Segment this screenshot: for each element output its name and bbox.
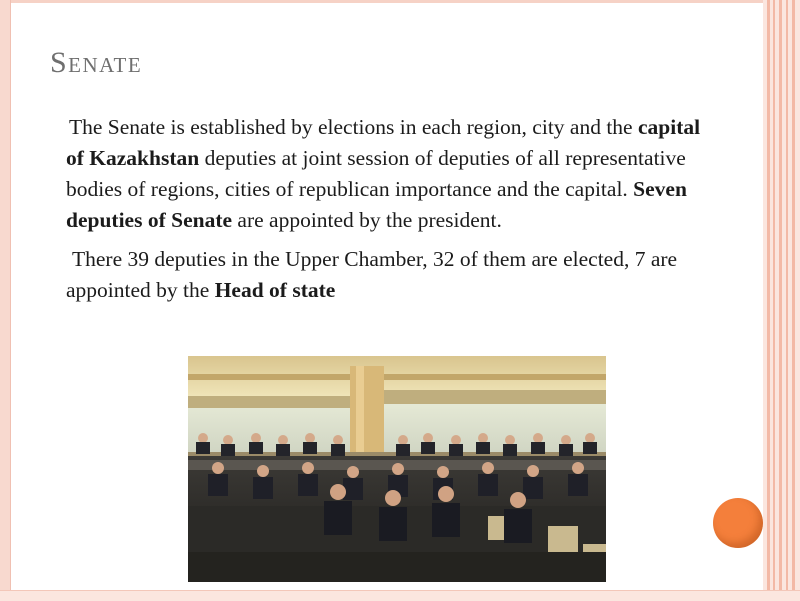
right-border xyxy=(763,0,800,600)
paragraph1-bold-seven-deputies: Seven deputies of Senate xyxy=(66,177,687,232)
left-border xyxy=(0,0,11,600)
paragraph2-bold-head-of-state: Head of state xyxy=(214,278,336,302)
paragraph2-part1: There 39 deputies in the Upper Chamber, 32 of them are elected, 7 are appointed by the xyxy=(66,247,678,302)
paragraph1-part1: The Senate is established by elections in each region, city and the xyxy=(69,115,638,139)
paragraph1-part2: deputies at joint session of deputies of all representative bodies of regions, cities of republican importance and the capital. xyxy=(66,146,686,201)
paragraph1-part3: are appointed by the president. xyxy=(232,208,502,232)
paragraph1-bold-capital: capital of Kazakhstan xyxy=(66,115,701,170)
bottom-border xyxy=(0,590,800,601)
decorative-orange-circle xyxy=(713,498,763,548)
top-border xyxy=(0,0,800,3)
slide-title: Senate xyxy=(50,46,143,79)
slide-body xyxy=(66,112,706,306)
paragraph-senate-establishment xyxy=(66,112,706,236)
senate-chamber-photo xyxy=(188,356,606,582)
paragraph-deputies-count xyxy=(66,244,706,306)
